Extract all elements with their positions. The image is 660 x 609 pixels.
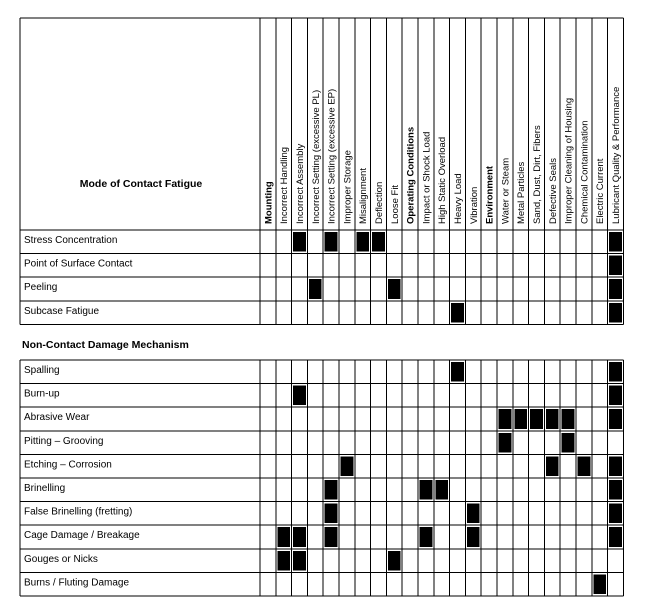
mark-abrasive-wear-water-or-steam	[499, 409, 512, 429]
column-header-incorrect-setting-excessive-pl: Incorrect Setting (excessive PL)	[310, 89, 322, 224]
column-header-incorrect-assembly: Incorrect Assembly	[295, 143, 306, 224]
mark-brinelling-high-static-overload	[435, 480, 448, 500]
row-label-etching-corrosion: Etching – Corrosion	[24, 459, 112, 471]
mark-cage-damage-breakage-vibration	[467, 527, 480, 547]
column-header-impact-or-shock-load: Impact or Shock Load	[421, 131, 433, 224]
row-label-stress-concentration: Stress Concentration	[24, 235, 118, 246]
mark-brinelling-lubricant-quality-performance	[609, 480, 622, 500]
column-header-defective-seals: Defective Seals	[547, 157, 559, 224]
mark-stress-concentration-incorrect-setting-excessive-ep	[325, 232, 338, 252]
mark-pitting-grooving-water-or-steam	[499, 433, 512, 453]
mark-gouges-or-nicks-incorrect-handling	[277, 551, 290, 571]
column-header-high-static-overload: High Static Overload	[437, 136, 449, 224]
mark-stress-concentration-lubricant-quality-performance	[609, 232, 622, 252]
mark-peeling-lubricant-quality-performance	[609, 279, 622, 299]
mark-cage-damage-breakage-incorrect-handling	[277, 527, 290, 547]
mark-cage-damage-breakage-incorrect-setting-excessive-ep	[325, 527, 338, 547]
column-header-incorrect-setting-excessive-ep: Incorrect Setting (excessive EP)	[326, 88, 338, 224]
row-label-false-brinelling-fretting: False Brinelling (fretting)	[24, 506, 133, 518]
mark-stress-concentration-misalignment	[356, 232, 369, 252]
mark-brinelling-incorrect-setting-excessive-ep	[325, 480, 338, 500]
row-label-spalling: Spalling	[24, 365, 60, 376]
column-header-electric-current: Electric Current	[595, 158, 607, 224]
column-header-misalignment: Misalignment	[358, 168, 370, 224]
mark-etching-corrosion-defective-seals	[546, 456, 559, 476]
column-header-mounting: Mounting	[263, 181, 275, 224]
mark-abrasive-wear-improper-cleaning-of-housing	[562, 409, 575, 429]
mark-subcase-fatigue-lubricant-quality-performance	[609, 303, 622, 323]
column-header-operating-conditions: Operating Conditions	[405, 126, 417, 224]
row-label-point-of-surface-contact: Point of Surface Contact	[24, 258, 133, 270]
row-label-gouges-or-nicks: Gouges or Nicks	[24, 553, 98, 565]
row-label-pitting-grooving: Pitting – Grooving	[24, 435, 104, 447]
mark-abrasive-wear-metal-particles	[514, 409, 527, 429]
mark-burn-up-lubricant-quality-performance	[609, 386, 622, 406]
row-label-cage-damage-breakage: Cage Damage / Breakage	[24, 530, 140, 542]
column-header-environment: Environment	[484, 165, 496, 224]
mark-abrasive-wear-lubricant-quality-performance	[609, 409, 622, 429]
column-header-sand-dust-dirt-fibers: Sand, Dust, Dirt, Fibers	[532, 125, 543, 224]
column-header-metal-particles: Metal Particles	[516, 161, 528, 224]
row-label-subcase-fatigue: Subcase Fatigue	[24, 305, 100, 317]
column-header-heavy-load: Heavy Load	[453, 173, 464, 224]
column-headers	[263, 87, 622, 224]
row-label-brinelling: Brinelling	[24, 483, 66, 494]
mark-peeling-incorrect-setting-excessive-pl	[309, 279, 322, 299]
mark-stress-concentration-incorrect-assembly	[293, 232, 306, 252]
mark-abrasive-wear-defective-seals	[546, 409, 559, 429]
mark-cage-damage-breakage-incorrect-assembly	[293, 527, 306, 547]
mark-false-brinelling-fretting-vibration	[467, 504, 480, 524]
row-labels	[24, 235, 140, 588]
mark-point-of-surface-contact-lubricant-quality-performance	[609, 256, 622, 276]
mark-abrasive-wear-sand-dust-dirt-fibers	[530, 409, 543, 429]
row-label-burn-up: Burn-up	[24, 388, 60, 400]
mark-peeling-loose-fit	[388, 279, 401, 299]
column-header-improper-storage: Improper Storage	[342, 150, 354, 224]
mark-pitting-grooving-improper-cleaning-of-housing	[562, 433, 575, 453]
mark-gouges-or-nicks-incorrect-assembly	[293, 551, 306, 571]
mark-etching-corrosion-lubricant-quality-performance	[609, 456, 622, 476]
section-title-non-contact-damage: Non-Contact Damage Mechanism	[22, 339, 189, 351]
column-header-loose-fit: Loose Fit	[389, 184, 401, 224]
mark-cage-damage-breakage-impact-or-shock-load	[420, 527, 433, 547]
row-label-burns-fluting-damage: Burns / Fluting Damage	[24, 577, 130, 589]
mark-subcase-fatigue-heavy-load	[451, 303, 464, 323]
mark-brinelling-impact-or-shock-load	[420, 480, 433, 500]
section-title-contact-fatigue: Mode of Contact Fatigue	[79, 178, 203, 190]
mark-false-brinelling-fretting-lubricant-quality-performance	[609, 504, 622, 524]
mark-etching-corrosion-chemical-contamination	[578, 456, 591, 476]
row-label-abrasive-wear: Abrasive Wear	[24, 412, 90, 424]
mark-burns-fluting-damage-electric-current	[593, 574, 606, 594]
mark-burn-up-incorrect-assembly	[293, 386, 306, 406]
column-header-deflection: Deflection	[374, 181, 385, 224]
column-header-water-or-steam: Water or Steam	[500, 157, 512, 224]
column-header-vibration: Vibration	[468, 186, 480, 224]
mark-gouges-or-nicks-loose-fit	[388, 551, 401, 571]
column-header-improper-cleaning-of-housing: Improper Cleaning of Housing	[563, 97, 575, 224]
row-label-peeling: Peeling	[24, 282, 58, 294]
mark-false-brinelling-fretting-incorrect-setting-excessive-ep	[325, 504, 338, 524]
mark-spalling-lubricant-quality-performance	[609, 362, 622, 382]
mark-etching-corrosion-improper-storage	[341, 456, 354, 476]
mark-spalling-heavy-load	[451, 362, 464, 382]
column-header-incorrect-handling: Incorrect Handling	[279, 146, 291, 224]
column-header-chemical-contamination: Chemical Contamination	[579, 120, 591, 224]
mark-stress-concentration-deflection	[372, 232, 385, 252]
column-header-lubricant-quality-performance: Lubricant Quality & Performance	[611, 86, 622, 224]
mark-cage-damage-breakage-lubricant-quality-performance	[609, 527, 622, 547]
